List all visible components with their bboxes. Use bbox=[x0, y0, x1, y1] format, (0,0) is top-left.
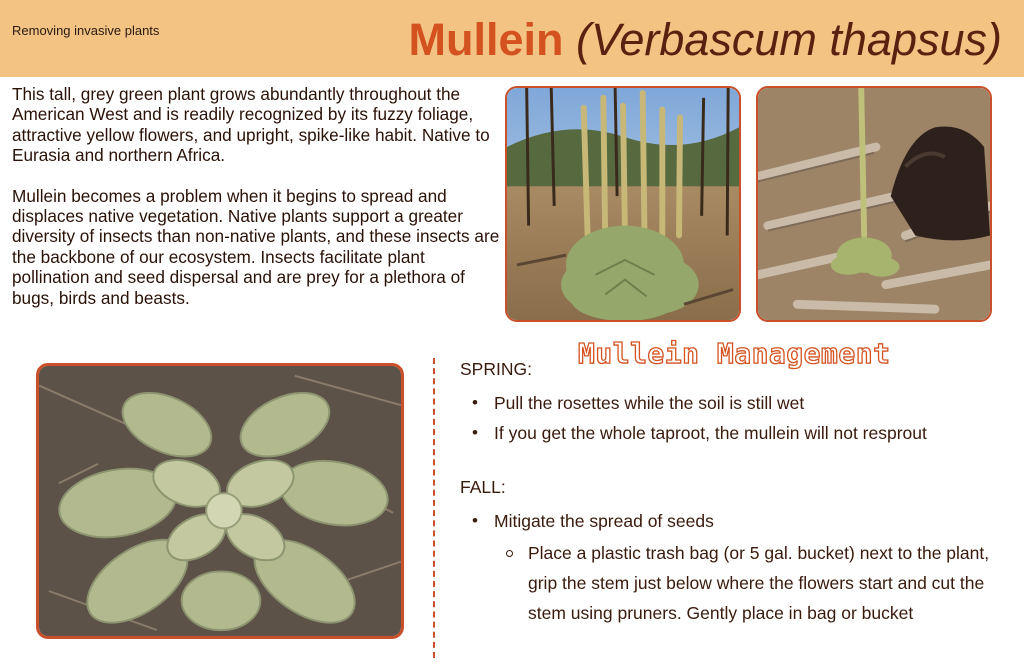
list-item bbox=[460, 506, 1020, 628]
fall-sublist bbox=[494, 538, 1020, 628]
list-item: • If you get the whole taproot, the mullein will not resprout bbox=[460, 418, 1020, 448]
list-item: • Pull the rosettes while the soil is still wet bbox=[460, 388, 1020, 418]
photo-mullein-rosette bbox=[36, 363, 404, 639]
intro-paragraph-1: This tall, grey green plant grows abundantly throughout the American West and is readily recognized by its fuzzy foliage, attractive yellow flowers, and upright, spike-like habit. Native to Eurasia and northern Africa. bbox=[12, 84, 490, 166]
section-divider bbox=[433, 358, 435, 658]
spring-label: SPRING: bbox=[460, 359, 532, 379]
scientific-name: (Verbascum thapsus) bbox=[575, 14, 1002, 65]
list-item-text: Mitigate the spread of seeds bbox=[494, 511, 714, 531]
spring-list bbox=[460, 388, 1020, 448]
management-title: Mullein Management bbox=[578, 337, 891, 370]
header-band bbox=[0, 0, 1024, 77]
intro-paragraph-2: Mullein becomes a problem when it begins to spread and displaces native vegetation. Native plants support a greater diversity of insects than non-native plants, and these insects are the backbone of our ecosystem. Insects facilitate plant pollination and seed dispersal and are prey for a plethora of bugs, birds and beasts. bbox=[12, 185, 500, 308]
common-name: Mullein bbox=[408, 14, 564, 65]
management-section bbox=[460, 358, 1020, 628]
photo-mullein-burned-stump bbox=[756, 86, 992, 322]
fall-label: FALL: bbox=[460, 477, 506, 497]
sublist-item: Place a plastic trash bag (or 5 gal. bucket) next to the plant, grip the stem just below where the flowers start and cut the stem using pruners. Gently place in bag or bucket bbox=[494, 538, 1014, 628]
photo-mullein-stalks bbox=[505, 86, 741, 322]
page-title bbox=[408, 14, 1002, 66]
intro-text bbox=[12, 84, 504, 308]
fall-list bbox=[460, 506, 1020, 628]
kicker-text: Removing invasive plants bbox=[12, 23, 160, 38]
